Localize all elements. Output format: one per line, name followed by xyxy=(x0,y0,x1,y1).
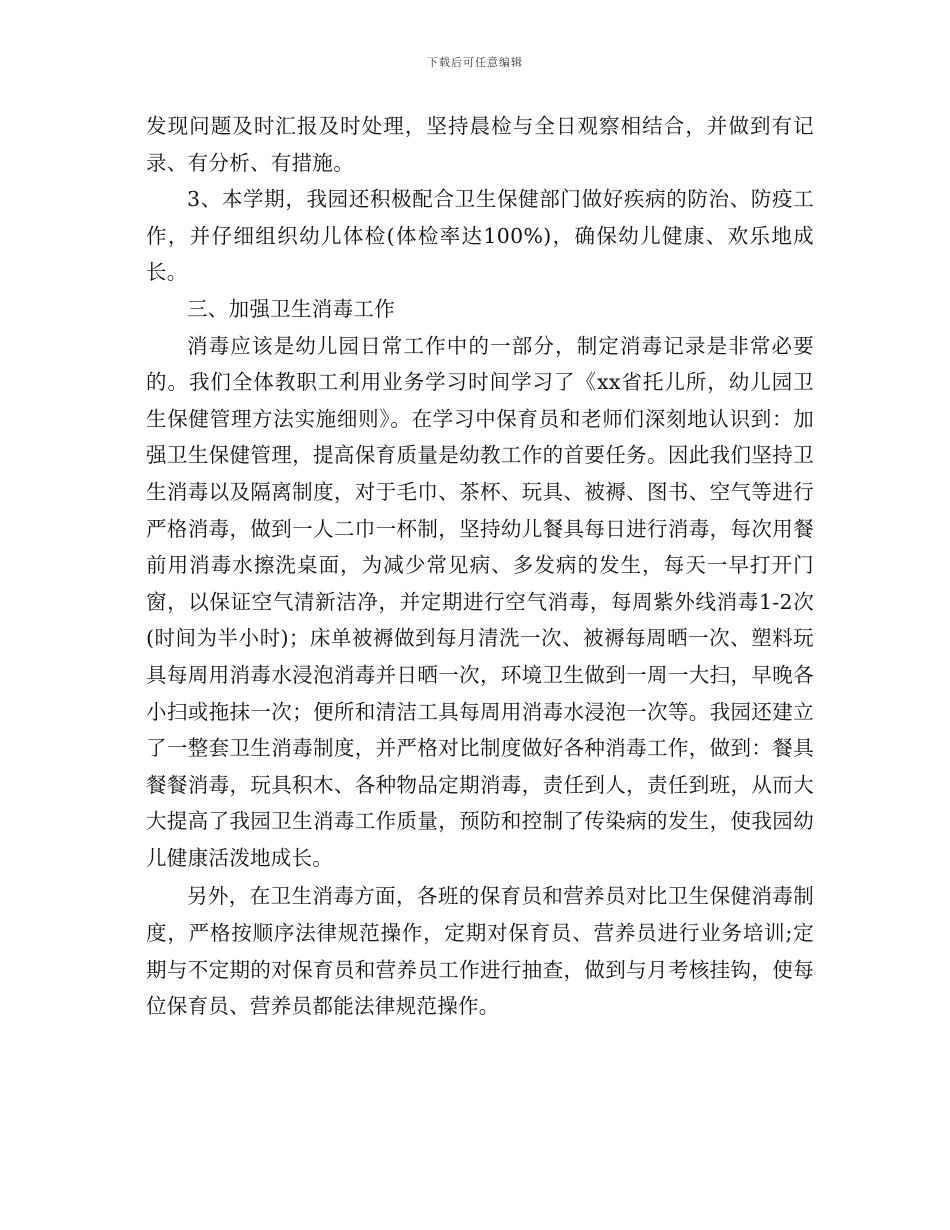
section-heading: 三、加强卫生消毒工作 xyxy=(187,296,395,321)
paragraph-1: 发现问题及时汇报及时处理，坚持晨检与全日观察相结合，并做到有记录、有分析、有措施。 xyxy=(146,114,814,175)
page-header: 下载后可任意编辑 xyxy=(427,56,523,69)
document-body xyxy=(146,108,814,1025)
paragraph-2: 3、本学期，我园还积极配合卫生保健部门做好疾病的防治、防疫工作，并仔细组织幼儿体检(体检率达100%)，确保幼儿健康、欢乐地成长。 xyxy=(146,187,814,285)
paragraph-5: 另外，在卫生消毒方面，各班的保育员和营养员对比卫生保健消毒制度，严格按顺序法律规范操作，定期对保育员、营养员进行业务培训;定期与不定期的对保育员和营养员工作进行抽查，做到与月考核挂钩，使每位保育员、营养员都能法律规范操作。 xyxy=(146,884,814,1019)
paragraph-4: 消毒应该是幼儿园日常工作中的一部分，制定消毒记录是非常必要的。我们全体教职工利用业务学习时间学习了《xx省托儿所，幼儿园卫生保健管理方法实施细则》。在学习中保育员和老师们深刻地认识到：加强卫生保健管理，提高保育质量是幼教工作的首要任务。因此我们坚持卫生消毒以及隔离制度，对于毛巾、茶杯、玩具、被褥、图书、空气等进行严格消毒，做到一人二巾一杯制，坚持幼儿餐具每日进行消毒，每次用餐前用消毒水擦洗桌面，为减少常见病、多发病的发生，每天一早打开门窗，以保证空气清新洁净，并定期进行空气消毒，每周紫外线消毒1-2次(时间为半小时)；床单被褥做到每月清洗一次、被褥每周晒一次、塑料玩具每周用消毒水浸泡消毒并日晒一次，环境卫生做到一周一大扫，早晚各小扫或拖抹一次；便所和清洁工具每周用消毒水浸泡一次等。我园还建立了一整套卫生消毒制度，并严格对比制度做好各种消毒工作，做到：餐具餐餐消毒，玩具积木、各种物品定期消毒，责任到人，责任到班，从而大大提高了我园卫生消毒工作质量，预防和控制了传染病的发生，使我园幼儿健康活泼地成长。 xyxy=(146,333,814,870)
